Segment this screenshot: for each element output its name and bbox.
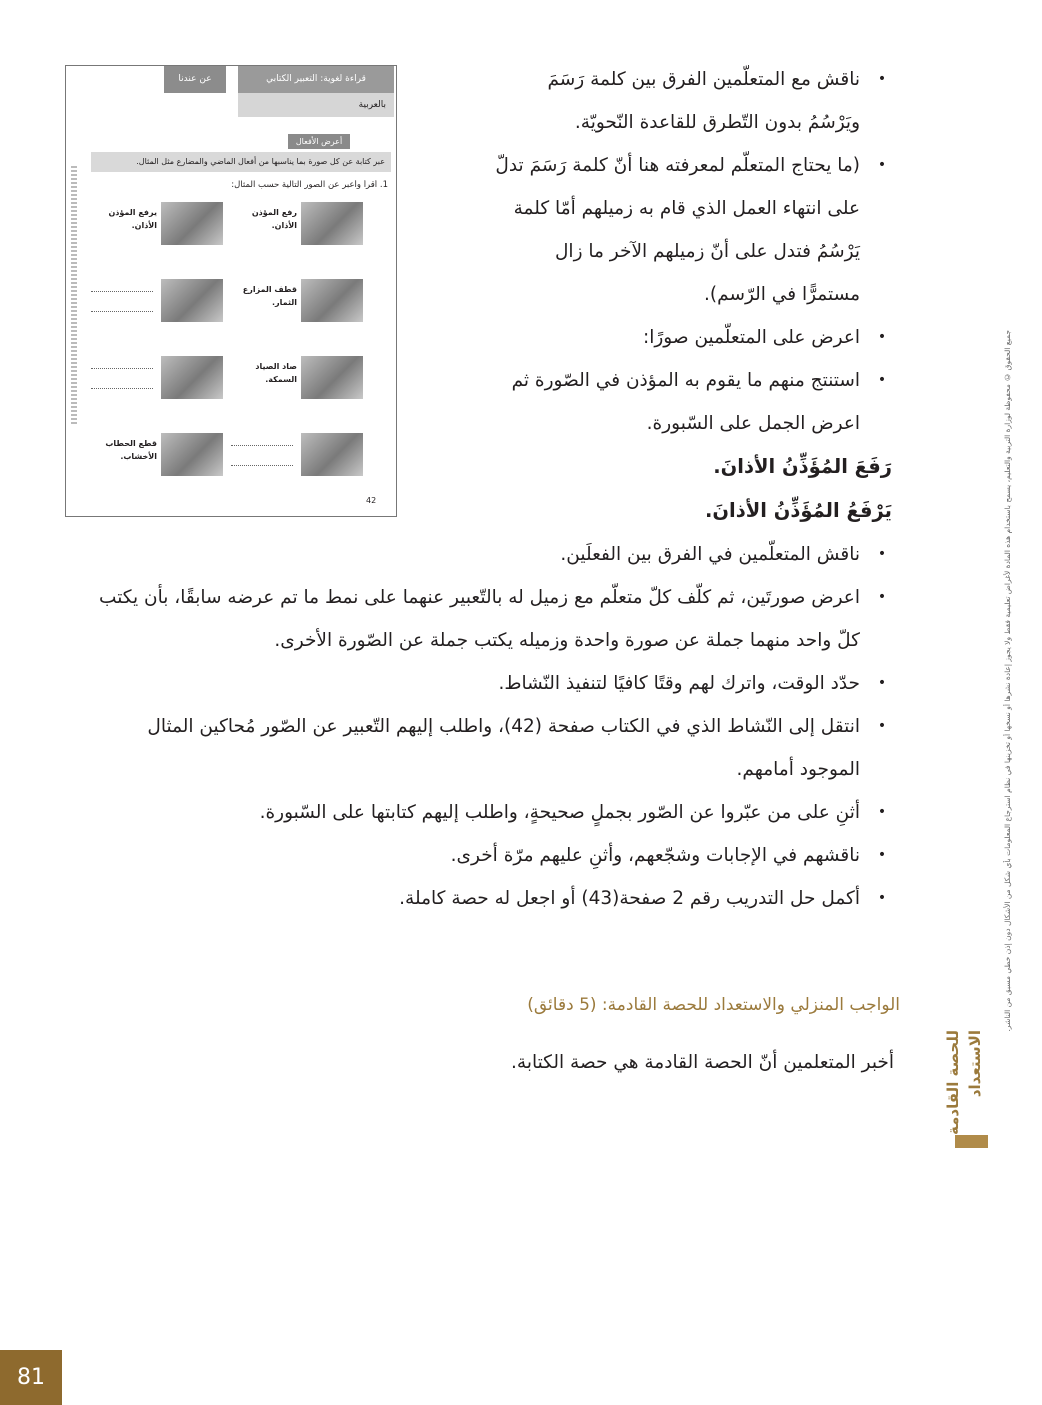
step-text: ناقش مع المتعلّمين الفرق بين كلمة رَسَمَ ويَرْسُمُ بدون التّطرق للقاعدة النّحويّة. bbox=[547, 69, 860, 133]
list-item bbox=[492, 144, 892, 316]
step-text: انتقل إلى النّشاط الذي في الكتاب صفحة (42)، واطلب إليهم التّعبير عن الصّور مُحاكين المثال الموجود أمامهم. bbox=[147, 716, 860, 780]
thumbnail-tab-right: قراءة لغوية: التعبير الكتابي bbox=[238, 66, 394, 93]
list-item bbox=[92, 877, 892, 920]
copyright-text: جميع الحقوق © محفوظة لوزارة التربية والتعليم، يسمح باستخدام هذه المادة لأغراض تعليمية فقط ولا يجوز إعادة نشرها أو نسخها أو تخزينها في نظام استرجاع المعلومات بأي شكل من الأشكال دون إذن خطي مسبق من الناشر. bbox=[1003, 330, 1012, 1032]
bullet-icon: • bbox=[877, 804, 887, 820]
side-label-line1: الاستعداد bbox=[966, 1030, 984, 1098]
step-text: ناقشهم في الإجابات وشجّعهم، وأثنِ عليهم مرّة أخرى. bbox=[450, 845, 860, 866]
bullet-icon: • bbox=[877, 157, 887, 173]
bullet-icon: • bbox=[877, 372, 887, 388]
thumbnail-side-strip bbox=[71, 166, 77, 426]
step-text: ناقش المتعلّمين في الفرق بين الفعلَين. bbox=[560, 544, 860, 565]
list-item bbox=[492, 359, 892, 445]
step-text: (ما يحتاج المتعلّم لمعرفته هنا أنّ كلمة رَسَمَ تدلّ على انتهاء العمل الذي قام به زميلهم أمّا كلمة يَرْسُمُ فتدل على أنّ زميلهم الآخر ما زال مستمرًّا في الرّسم). bbox=[495, 155, 860, 305]
thumbnail-page-number: 42 bbox=[366, 496, 377, 505]
step-text: أكمل حل التدريب رقم 2 صفحة(43) أو اجعل له حصة كاملة. bbox=[399, 888, 860, 909]
thumbnail-caption: قطع الحطاب الأخشاب. bbox=[105, 439, 157, 461]
step-text: أثنِ على من عبّروا عن الصّور بجملٍ صحيحةٍ، واطلب إليهم كتابتها على السّبورة. bbox=[259, 802, 860, 823]
thumbnail-instruction: عبر كتابة عن كل صورة بما يناسبها من أفعال الماضي والمضارع مثل المثال. bbox=[91, 152, 391, 172]
bullet-icon: • bbox=[877, 675, 887, 691]
list-item bbox=[92, 834, 892, 877]
list-item bbox=[92, 662, 892, 705]
list-item bbox=[92, 791, 892, 834]
bullet-icon: • bbox=[877, 718, 887, 734]
side-label-line2: للحصة القادمة bbox=[944, 1030, 962, 1135]
list-item bbox=[492, 316, 892, 359]
thumbnail-task: 1. أقرأ وأعبر عن الصور التالية حسب المثال: bbox=[231, 180, 388, 190]
list-item bbox=[492, 58, 892, 144]
copyright-note bbox=[1003, 330, 1017, 1090]
thumbnail-subheading: بالعربية bbox=[238, 93, 394, 117]
page-number: 81 bbox=[0, 1350, 62, 1405]
bullet-icon: • bbox=[877, 847, 887, 863]
section-side-bar bbox=[955, 1135, 988, 1148]
thumbnail-caption: يرفع المؤذن الأذان. bbox=[108, 208, 157, 230]
step-text: استنتج منهم ما يقوم به المؤذن في الصّورة ثم اعرض الجمل على السّبورة. bbox=[511, 370, 860, 434]
thumbnail-caption: صاد الصياد السمكة. bbox=[255, 362, 297, 384]
section-side-label bbox=[930, 1030, 990, 1150]
list-item bbox=[492, 533, 892, 576]
example-sentence-present: يَرْفَعُ المُؤَذِّنُ الأذانَ. bbox=[704, 499, 892, 522]
step-text: اعرض على المتعلّمين صورًا: bbox=[642, 327, 860, 348]
example-sentences bbox=[492, 445, 892, 533]
step-text: اعرض صورتَين، ثم كلّف كلّ متعلّم مع زميل له بالتّعبير عنهما على نمط ما تم عرضه سابقًا، بأن يكتب كلّ واحد منهما جملة عن صورة واحدة وزميله يكتب جملة عن الصّورة الأخرى. bbox=[99, 587, 860, 651]
thumbnail-caption: رفع المؤذن الأذان. bbox=[251, 208, 297, 230]
bullet-icon: • bbox=[877, 589, 887, 605]
homework-text: أخبر المتعلمين أنّ الحصة القادمة هي حصة الكتابة. bbox=[511, 1052, 894, 1073]
step-text: حدّد الوقت، واترك لهم وقتًا كافيًا لتنفيذ النّشاط. bbox=[498, 673, 860, 694]
bullet-icon: • bbox=[877, 890, 887, 906]
thumbnail-section-label: أعرض الأفعال bbox=[288, 134, 350, 149]
thumbnail-tab-left: عن عندنا bbox=[164, 66, 226, 93]
teaching-steps-list bbox=[92, 58, 892, 920]
list-item bbox=[92, 705, 892, 791]
homework-title: الواجب المنزلي والاستعداد للحصة القادمة: (5 دقائق) bbox=[527, 995, 900, 1015]
bullet-icon: • bbox=[877, 329, 887, 345]
bullet-icon: • bbox=[877, 546, 887, 562]
bullet-icon: • bbox=[877, 71, 887, 87]
example-sentence-past: رَفَعَ المُؤَذِّنُ الأذانَ. bbox=[713, 455, 892, 478]
thumbnail-caption: قطف المزارع الثمار. bbox=[242, 285, 297, 307]
list-item bbox=[92, 576, 892, 662]
